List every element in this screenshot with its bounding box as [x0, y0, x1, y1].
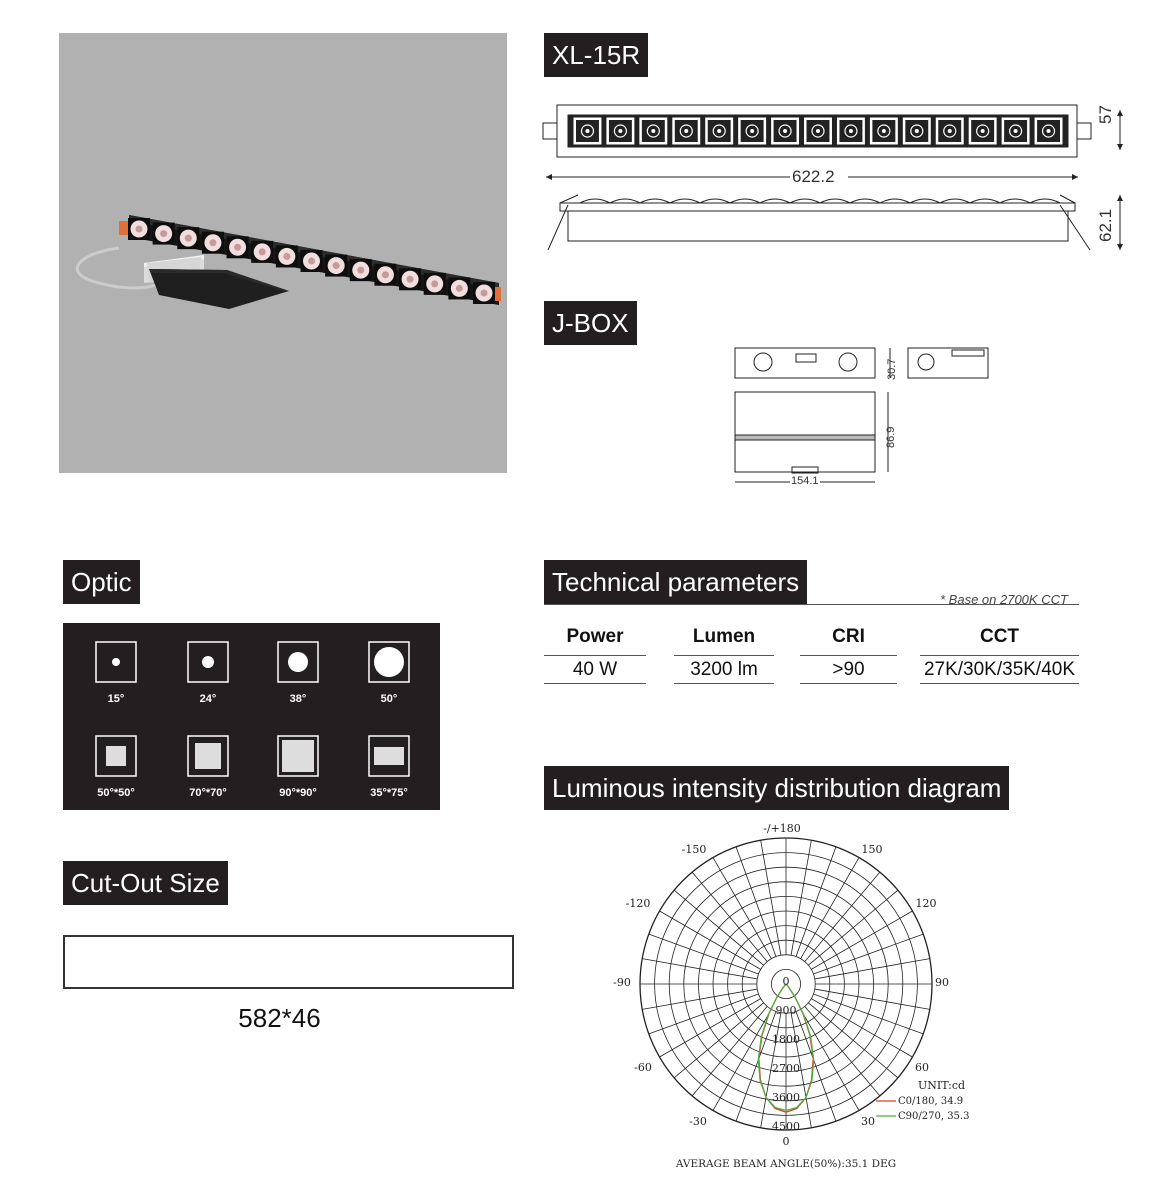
polar-spoke [649, 994, 759, 1034]
value-cri: >90 [832, 659, 865, 680]
product-photo [59, 33, 507, 473]
led-core [481, 290, 488, 297]
jbox-drawing [730, 340, 1000, 495]
optic-panel [63, 623, 440, 810]
polar-spoke [692, 1006, 767, 1095]
polar-spoke [815, 989, 930, 1009]
radial-label: 0 [782, 975, 790, 988]
drawing-lens-core [948, 129, 952, 133]
drawing-lens-core [750, 129, 754, 133]
radial-label: 2700 [772, 1062, 800, 1075]
polar-spoke [660, 911, 761, 969]
angle-label-upper-right: 150 [861, 843, 883, 856]
led-core [259, 248, 266, 255]
angle-label-mid-upper-right: 120 [915, 897, 937, 910]
polar-spoke [808, 890, 897, 965]
polar-spoke [801, 1009, 859, 1110]
angle-label-top: -/+180 [763, 822, 801, 835]
angle-label-right: 90 [935, 976, 949, 989]
header-power: Power [566, 626, 624, 647]
polar-spoke [674, 1003, 763, 1078]
led-core [357, 267, 364, 274]
drawing-lens-core [1047, 129, 1051, 133]
drawing-lens-core [915, 129, 919, 133]
polar-spoke [805, 1006, 880, 1095]
polar-spoke [713, 858, 771, 959]
cutout-size: 582*46 [238, 1003, 321, 1033]
polar-spoke [713, 1009, 771, 1110]
jbox-length: 154.1 [791, 475, 819, 487]
luminous-title: Luminous intensity distribution diagram [544, 766, 1009, 810]
led-core [136, 226, 143, 233]
optic-label: 15° [107, 693, 125, 705]
length-dimension: 622.2 [792, 167, 835, 186]
drawing-lens-core [651, 129, 655, 133]
legend-label-c0: C0/180, 34.9 [898, 1096, 964, 1107]
header-cri: CRI [832, 626, 865, 647]
angle-label-lower-right: 30 [861, 1115, 875, 1128]
drawing-lens-core [717, 129, 721, 133]
optic-label: 90°*90° [279, 787, 317, 799]
drawing-lens-core [585, 129, 589, 133]
optic-label: 50°*50° [97, 787, 135, 799]
polar-spoke [796, 1011, 836, 1121]
optic-label: 24° [199, 693, 217, 705]
value-lumen: 3200 lm [690, 659, 758, 680]
led-core [308, 258, 315, 265]
unit-label: UNIT:cd [918, 1079, 966, 1092]
polar-spoke [642, 989, 757, 1009]
header-cct: CCT [979, 626, 1020, 647]
led-core [407, 276, 414, 283]
led-core [185, 235, 192, 242]
polar-spoke [791, 840, 811, 955]
drawing-lens-core [882, 129, 886, 133]
polar-chart [600, 815, 980, 1175]
led-core [234, 244, 241, 251]
jbox-height-a: 30.7 [886, 358, 898, 380]
model-title: XL-15R [544, 33, 648, 77]
polar-spoke [674, 890, 763, 965]
radial-label: 3600 [772, 1091, 800, 1104]
optic-label: 35°*75° [370, 787, 408, 799]
angle-label-mid-upper-left: -120 [625, 897, 651, 910]
polar-spoke [736, 1011, 776, 1121]
radial-label: 900 [775, 1004, 797, 1017]
height-dimension: 62.1 [1096, 208, 1115, 242]
polar-spoke [813, 934, 923, 974]
led-core [382, 271, 389, 278]
led-core [209, 239, 216, 246]
optic-label: 50° [380, 693, 398, 705]
drawing-lens-core [684, 129, 688, 133]
radial-label: 1800 [772, 1033, 800, 1046]
product-illustration [59, 33, 507, 473]
technical-note: * Base on 2700K CCT [940, 592, 1068, 607]
optic-label: 38° [289, 693, 307, 705]
led-core [456, 285, 463, 292]
drawing-lens-core [618, 129, 622, 133]
technical-title: Technical parameters [544, 560, 807, 604]
led-core [283, 253, 290, 260]
polar-spoke [805, 872, 880, 961]
polar-spoke [813, 994, 923, 1034]
radial-label: 4500 [772, 1120, 800, 1133]
angle-label-upper-left: -150 [681, 843, 707, 856]
beam-angle-footer: AVERAGE BEAM ANGLE(50%):35.1 DEG [675, 1158, 897, 1170]
polar-spoke [692, 872, 767, 961]
drawing-lens-core [981, 129, 985, 133]
optic-label: 70°*70° [189, 787, 227, 799]
jbox-height-b: 86.9 [885, 426, 897, 448]
polar-spoke [811, 911, 912, 969]
optic-title: Optic [63, 560, 140, 604]
value-cct: 27K/30K/35K/40K [923, 659, 1076, 680]
cutout-title: Cut-Out Size [63, 861, 228, 905]
jbox-title: J-BOX [544, 301, 637, 345]
led-core [333, 262, 340, 269]
product-drawing [540, 95, 1140, 265]
polar-spoke [660, 999, 761, 1057]
drawing-lens-core [783, 129, 787, 133]
led-core [431, 280, 438, 287]
drawing-lens-core [1014, 129, 1018, 133]
polar-spoke [649, 934, 759, 974]
width-dimension: 57 [1096, 105, 1115, 124]
drawing-lens-core [849, 129, 853, 133]
cutout-outline [63, 935, 514, 989]
angle-label-mid-lower-right: 60 [915, 1061, 929, 1074]
drawing-lens-core [816, 129, 820, 133]
polar-spoke [801, 858, 859, 959]
value-power: 40 W [572, 659, 618, 680]
angle-label-lower-left: -30 [689, 1115, 707, 1128]
header-lumen: Lumen [692, 626, 756, 647]
legend-label-c90: C90/270, 35.3 [898, 1111, 970, 1122]
optic-icons [63, 623, 440, 810]
angle-label-bottom: 0 [782, 1135, 790, 1148]
angle-label-left: -90 [613, 976, 631, 989]
polar-spoke [808, 1003, 897, 1078]
led-core [160, 230, 167, 237]
polar-spoke [642, 959, 757, 979]
polar-spoke [796, 847, 836, 957]
angle-label-mid-lower-left: -60 [634, 1061, 652, 1074]
polar-spoke [761, 840, 781, 955]
polar-spoke [736, 847, 776, 957]
polar-spoke [811, 999, 912, 1057]
polar-spoke [815, 959, 930, 979]
